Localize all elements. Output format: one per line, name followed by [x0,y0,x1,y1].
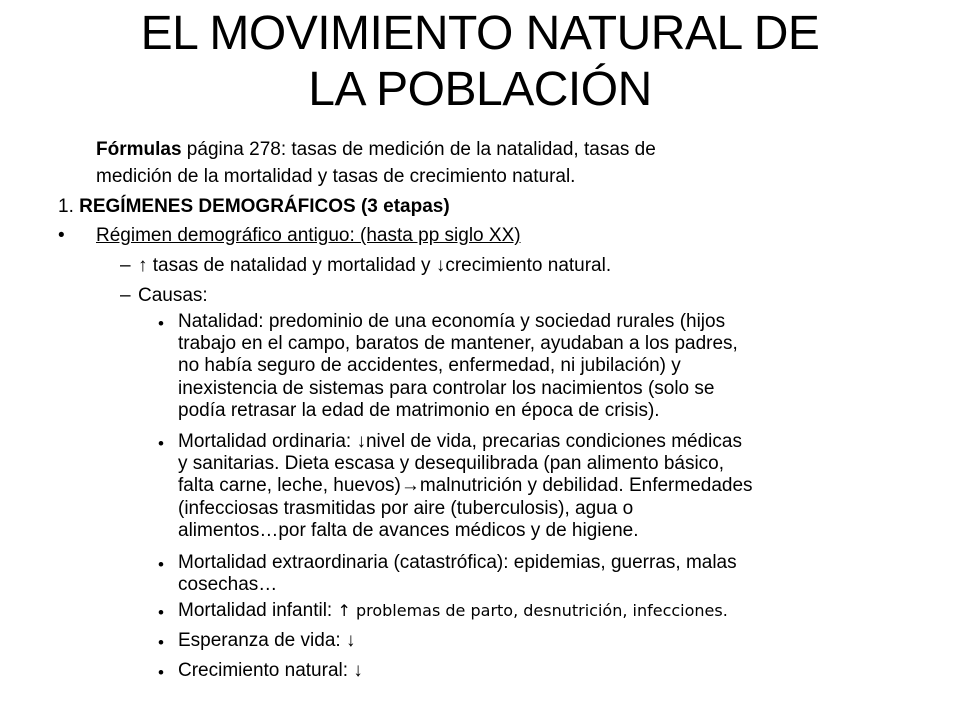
section-heading [58,196,450,218]
bullet-crecimiento: • [158,663,164,682]
mortalidad-infantil-text: ↑ problemas de parto, desnutrición, infecciones. [337,601,728,620]
formulas-line-2: medición de la mortalidad y tasas de crecimiento natural. [96,166,576,187]
section-number: 1. [58,196,80,217]
mortalidad-extraordinaria-line-1: Mortalidad extraordinaria (catastrófica): epidemias, guerras, malas [178,552,737,573]
bullet-regime: • [58,225,65,246]
formulas-label: Fórmulas [96,139,182,160]
mortalidad-infantil-label: Mortalidad infantil: [178,600,338,621]
esperanza-de-vida: Esperanza de vida: ↓ [178,630,356,651]
natalidad-line-3: no había seguro de accidentes, enfermedad, ni jubilación) y [178,355,681,376]
dash-item-rates: ↑ tasas de natalidad y mortalidad y ↓crecimiento natural. [138,255,612,276]
natalidad-line-1: Natalidad: predominio de una economía y sociedad rurales (hijos [178,311,726,332]
formulas-text: página 278: tasas de medición de la natalidad, tasas de [181,139,656,160]
mortalidad-ordinaria-line-4: (infecciosas trasmitidas por aire (tuberculosis), agua o [178,498,634,519]
slide-title [0,6,960,118]
mortalidad-ordinaria-line-2: y sanitarias. Dieta escasa y desequilibrada (pan alimento básico, [178,453,725,474]
mortalidad-ordinaria-line-3: falta carne, leche, huevos)→malnutrición y debilidad. Enfermedades [178,475,753,496]
bullet-mortalidad-extraordinaria: • [158,555,164,574]
bullet-mortalidad-infantil: • [158,603,164,622]
dash-item-causes: Causas: [138,285,208,306]
mortalidad-extraordinaria-line-2: cosechas… [178,574,278,595]
dash-1: – [120,255,131,276]
mortalidad-ordinaria-line-5: alimentos…por falta de avances médicos y de higiene. [178,520,639,541]
title-line-2: LA POBLACIÓN [308,63,652,116]
section-title: REGÍMENES DEMOGRÁFICOS (3 etapas) [79,196,450,217]
bullet-esperanza: • [158,633,164,652]
natalidad-line-2: trabajo en el campo, baratos de mantener, ayudaban a los padres, [178,333,738,354]
regime-label: Régimen demográfico antiguo: (hasta pp siglo XX) [96,225,521,246]
crecimiento-natural: Crecimiento natural: ↓ [178,660,363,681]
bullet-mortalidad-ordinaria: • [158,434,164,453]
mortalidad-ordinaria-line-1: Mortalidad ordinaria: ↓nivel de vida, precarias condiciones médicas [178,431,742,452]
mortalidad-infantil [178,600,728,622]
bullet-natalidad: • [158,314,164,333]
formulas-line-1 [96,139,656,161]
natalidad-line-4: inexistencia de sistemas para controlar los nacimientos (solo se [178,378,715,399]
title-line-1: EL MOVIMIENTO NATURAL DE [140,7,820,60]
dash-2: – [120,285,131,306]
natalidad-line-5: podía retrasar la edad de matrimonio en época de crisis). [178,400,660,421]
